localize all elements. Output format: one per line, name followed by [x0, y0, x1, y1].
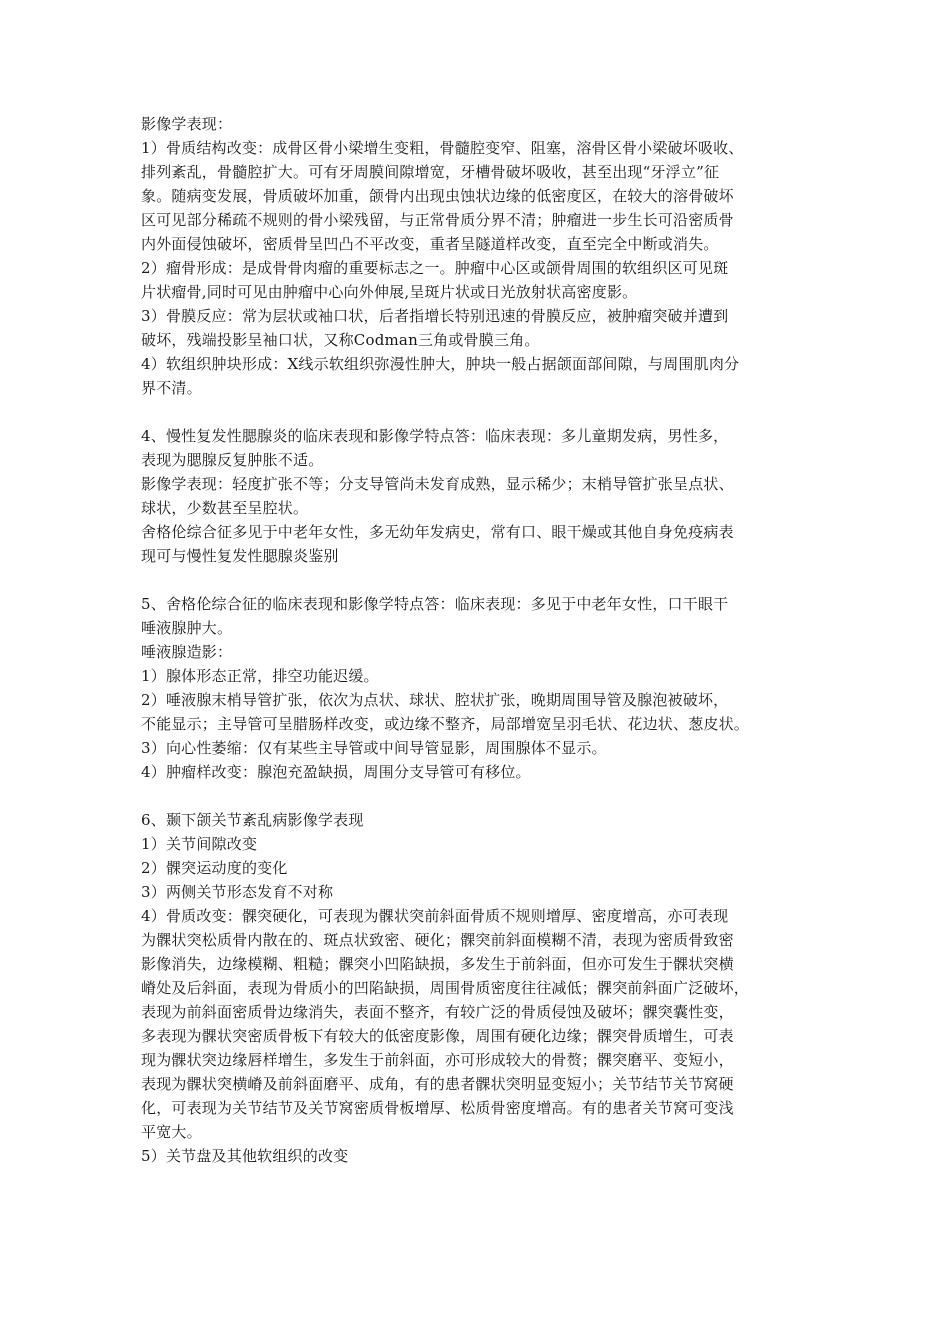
text-line: 3）两侧关节形态发育不对称 — [141, 883, 334, 901]
text-line: 影像学表现： — [141, 115, 233, 133]
text-line: 1）腺体形态正常，排空功能迟缓。 — [141, 667, 379, 685]
blank-line — [141, 400, 831, 424]
text-line: 不能显示；主导管可呈腊肠样改变，或边缘不整齐，局部增宽呈羽毛状、花边状、葱皮状。 — [141, 715, 750, 733]
text-line: 4）肿瘤样改变：腺泡充盈缺损，周围分支导管可有移位。 — [141, 763, 531, 781]
text-line: 平宽大。 — [141, 1123, 202, 1141]
text-line: 唾液腺肿大。 — [141, 619, 233, 637]
text-line: 2）唾液腺末梢导管扩张，依次为点状、球状、腔状扩张，晚期周围导管及腺泡被破坏， — [141, 691, 729, 709]
text-line: 排列紊乱，骨髓腔扩大。可有牙周膜间隙增宽，牙槽骨破坏吸收，甚至出现“牙浮立”征 — [141, 163, 720, 181]
text-line: 3）向心性萎缩：仅有某些主导管或中间导管显影，周围腺体不显示。 — [141, 739, 607, 757]
text-line: 片状瘤骨,同时可见由肿瘤中心向外伸展,呈斑片状或日光放射状高密度影。 — [141, 283, 638, 301]
text-line: 表现为前斜面密质骨边缘消失，表面不整齐，有较广泛的骨质侵蚀及破坏；髁突囊性变， — [141, 1003, 734, 1021]
text-line: 4）软组织肿块形成：X线示软组织弥漫性肿大，肿块一般占据颌面部间隙，与周围肌肉分 — [141, 355, 740, 373]
text-line: 现为髁状突边缘唇样增生，多发生于前斜面，亦可形成较大的骨赘；髁突磨平、变短小， — [141, 1051, 734, 1069]
text-line: 内外面侵蚀破坏，密质骨呈凹凸不平改变，重者呈隧道样改变，直至完全中断或消失。 — [141, 235, 719, 253]
blank-line — [141, 568, 831, 592]
text-line: 为髁状突松质骨内散在的、斑点状致密、硬化；髁突前斜面模糊不清，表现为密质骨致密 — [141, 931, 734, 949]
document-body — [141, 112, 831, 1168]
text-line: 2）髁突运动度的变化 — [141, 859, 288, 877]
blank-line — [141, 784, 831, 808]
text-line: 球状，少数甚至呈腔状。 — [141, 499, 309, 517]
text-line: 6、颞下颌关节紊乱病影像学表现 — [141, 811, 364, 829]
text-line: 多表现为髁状突密质骨板下有较大的低密度影像，周围有硬化边缘；髁突骨质增生，可表 — [141, 1027, 734, 1045]
text-line: 界不清。 — [141, 379, 202, 397]
text-line: 2）瘤骨形成：是成骨骨肉瘤的重要标志之一。肿瘤中心区或颌骨周围的软组织区可见斑 — [141, 259, 729, 277]
text-line: 影像学表现：轻度扩张不等；分支导管尚未发育成熟，显示稀少；末梢导管扩张呈点状、 — [141, 475, 734, 493]
text-line: 5）关节盘及其他软组织的改变 — [141, 1147, 349, 1165]
text-line: 表现为腮腺反复肿胀不适。 — [141, 451, 324, 469]
text-line: 5、舍格伦综合征的临床表现和影像学特点答：临床表现：多见于中老年女性，口干眼干 — [141, 595, 729, 613]
text-line: 破坏，残端投影呈袖口状，又称Codman三角或骨膜三角。 — [141, 331, 540, 349]
text-line: 影像消失，边缘模糊、粗糙；髁突小凹陷缺损，多发生于前斜面，但亦可发生于髁状突横 — [141, 955, 734, 973]
text-line: 1）骨质结构改变：成骨区骨小梁增生变粗，骨髓腔变窄、阻塞，溶骨区骨小梁破坏吸收、 — [141, 139, 744, 157]
text-line: 现可与慢性复发性腮腺炎鉴别 — [141, 547, 339, 565]
text-line: 嵴处及后斜面，表现为骨质小的凹陷缺损，周围骨质密度往往减低；髁突前斜面广泛破坏， — [141, 979, 750, 997]
text-line: 唾液腺造影： — [141, 643, 233, 661]
text-line: 4、慢性复发性腮腺炎的临床表现和影像学特点答：临床表现：多儿童期发病，男性多， — [141, 427, 729, 445]
text-line: 化，可表现为关节结节及关节窝密质骨板增厚、松质骨密度增高。有的患者关节窝可变浅 — [141, 1099, 734, 1117]
text-line: 舍格伦综合征多见于中老年女性，多无幼年发病史，常有口、眼干燥或其他自身免疫病表 — [141, 523, 734, 541]
text-line: 区可见部分稀疏不规则的骨小梁残留，与正常骨质分界不清；肿瘤进一步生长可沿密质骨 — [141, 211, 734, 229]
text-line: 表现为髁状突横嵴及前斜面磨平、成角，有的患者髁状突明显变短小；关节结节关节窝硬 — [141, 1075, 734, 1093]
text-line: 3）骨膜反应：常为层状或袖口状，后者指增长特别迅速的骨膜反应，被肿瘤突破并遭到 — [141, 307, 729, 325]
text-line: 1）关节间隙改变 — [141, 835, 258, 853]
text-line: 4）骨质改变：髁突硬化，可表现为髁状突前斜面骨质不规则增厚、密度增高，亦可表现 — [141, 907, 729, 925]
text-line: 象。随病变发展，骨质破坏加重，颌骨内出现虫蚀状边缘的低密度区，在较大的溶骨破坏 — [141, 187, 734, 205]
